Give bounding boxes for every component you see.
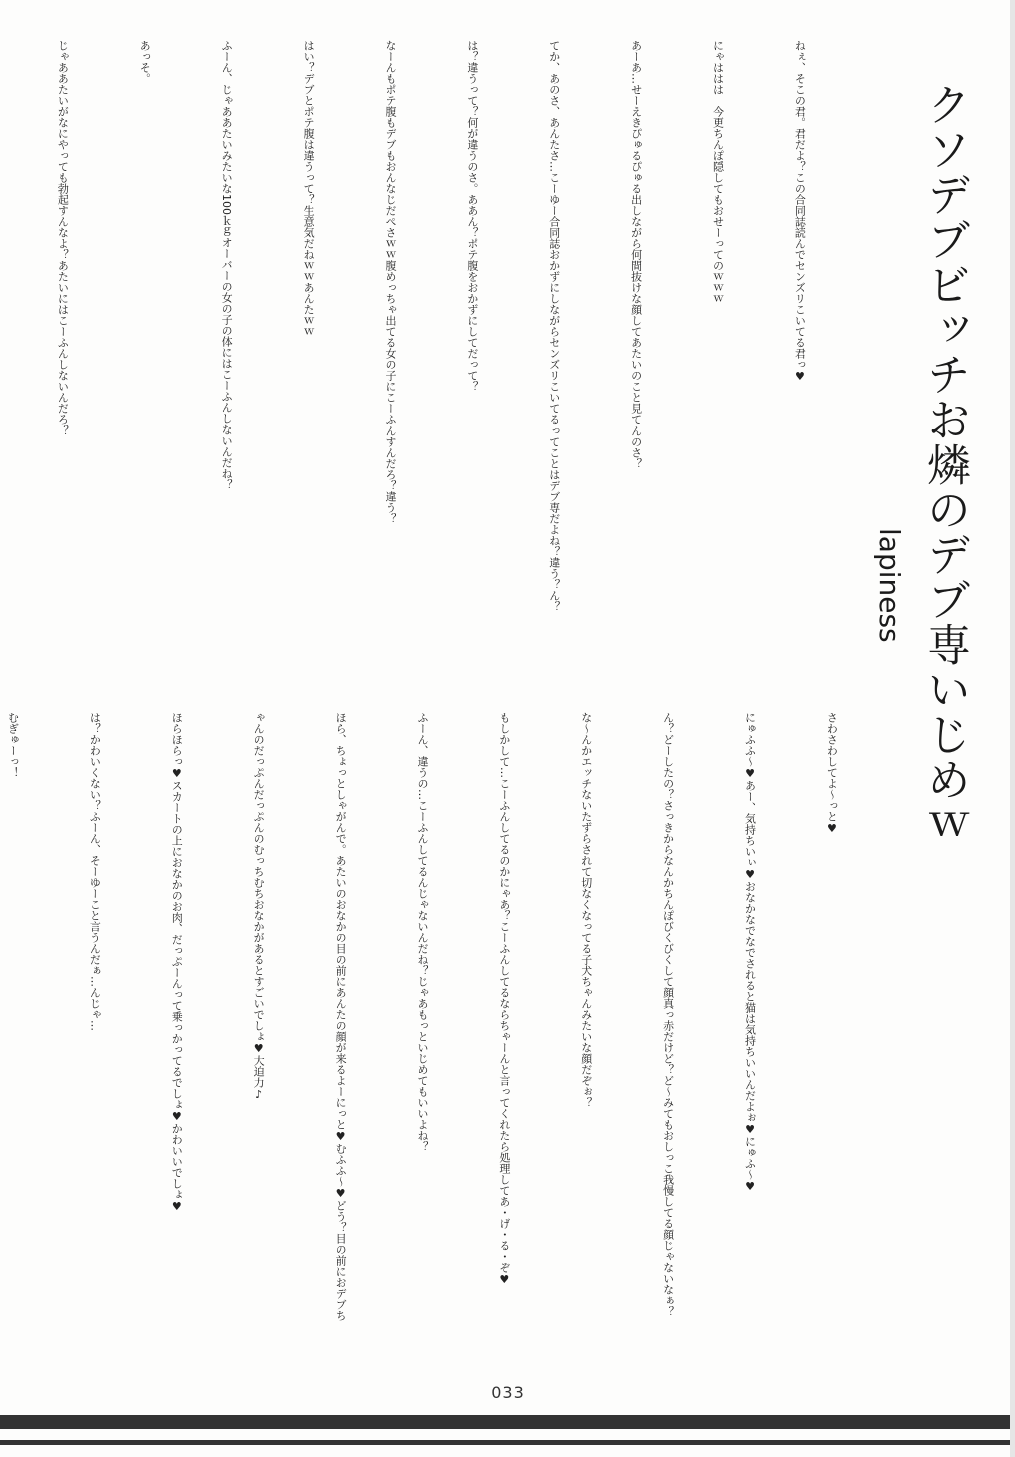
text-line: ん？どーしたの？さっきからなんかちんぽびくびくして顔真っ赤だけど？ど～みてもおしっこ我慢してる顔じゃないなぁ？ bbox=[661, 712, 675, 1317]
footer-bar-thick bbox=[0, 1415, 1015, 1429]
text-line: ほら、ちょっとしゃがんで。あたいのおなかの目の前にあんたの顔が来るよーにっと♥むふふ～♥どう？目の前におデブち bbox=[334, 712, 348, 1321]
text-line: ねぇ、そこの君。君だよ？この合同誌読んでセンズリこいてる君っ♥ bbox=[793, 40, 807, 383]
text-line: なーんもポテ腹もデブもおんなじだぺさｗｗ腹めっちゃ出てる女の子にこーふんすんだろ？違う？ bbox=[383, 40, 397, 524]
text-block-upper bbox=[48, 40, 868, 690]
text-line: ふーん、違うの…こーふんしてるんじゃないんだね？じゃあもっといじめてもいいよね？ bbox=[415, 712, 429, 1152]
text-line: は？かわいくない？ふーん、そーゆーこと言うんだぁ…んじゃ… bbox=[88, 712, 102, 1031]
text-line: じゃああたいがなにやっても勃起すんなよ？あたいにはこーふんしないんだろ？ bbox=[56, 40, 70, 436]
text-line: にゃははは 今更ちんぽ隠してもおせーってのｗｗｗ bbox=[711, 40, 725, 304]
text-line: はい？デブとポテ腹は違うって？生意気だねｗｗあんたｗｗ bbox=[302, 40, 316, 337]
text-line: さわさわしてよ～っと♥ bbox=[825, 712, 839, 835]
text-line: むぎゅーっ！ bbox=[6, 712, 20, 778]
text-line: もしかして…こーふんしてるのかにゃあ？こーふんしてるならちゃーんと言ってくれたら処理してあ・げ・る・ぞ♥ bbox=[497, 712, 511, 1286]
text-line: な～んかエッチないたずらされて切なくなってる子犬ちゃんみたいな顔だぞぉ？ bbox=[579, 712, 593, 1108]
text-line: てか、あのさ、あんたさ…こーゆー合同誌おかずにしながらセンズリこいてるってことはデブ専だよね？違う？ん？ bbox=[547, 40, 561, 612]
text-line: ほらほらっ♥スカートの上におなかのお肉、だっぷーんって乗っかってるでしょ♥かわいいでしょ♥ bbox=[170, 712, 184, 1213]
text-line: にゅふふ～♥あー、気持ちいぃ♥おなかなでなでされると猫は気持ちいいんだよぉ♥にゅふ～♥ bbox=[743, 712, 757, 1193]
footer-bar-thin bbox=[0, 1440, 1015, 1445]
text-line: あーあ…せーえきぴゅるぴゅる出しながら何間抜けな顔してあたいのこと見てんのさ？ bbox=[629, 40, 643, 469]
page-edge bbox=[1010, 0, 1015, 1457]
author-name: lapiness bbox=[873, 528, 906, 643]
text-line: ゃんのだっぷんだっぷんのむっちむちおなかがあるとすごいでしょ♥大迫力♪ bbox=[252, 712, 266, 1101]
story-title: クソデブビッチお燐のデブ専いじめｗ bbox=[919, 82, 970, 847]
page-number: 033 bbox=[491, 1383, 525, 1402]
text-line: あっそ。 bbox=[138, 40, 152, 84]
text-block-lower bbox=[6, 712, 900, 1360]
text-line: ふーん、じゃああたいみたいな100ｋｇオーバーの女の子の体にはこーふんしないんだね？ bbox=[220, 40, 234, 490]
text-line: は？違うって？何が違うのさ。ああん？ポテ腹をおかずにしてだって？ bbox=[465, 40, 479, 392]
